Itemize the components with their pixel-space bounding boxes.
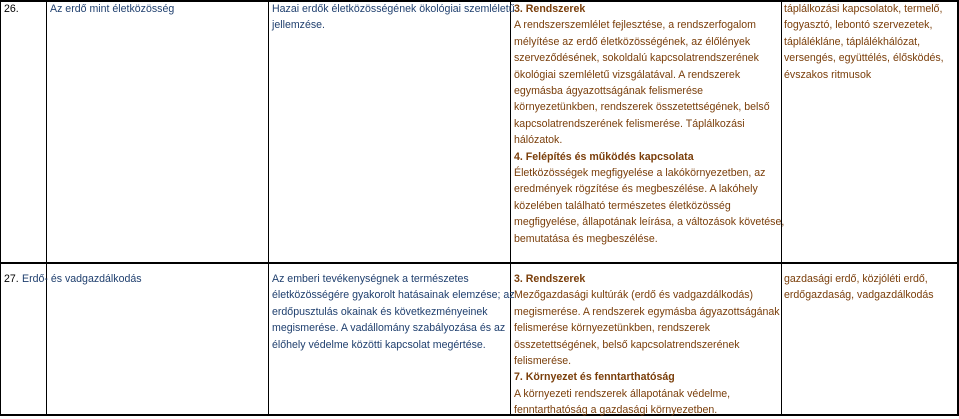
concept-line: gazdasági erdő, közjóléti erdő, <box>784 273 928 285</box>
competence-line: mélyítése az erdő életközösségének, az élőlények <box>514 35 751 48</box>
competence-line: Mezőgazdasági kultúrák (erdő és vadgazdálkodás) <box>514 289 754 302</box>
content-line: életközösségére gyakorolt hatásainak elemzése; az <box>272 289 515 302</box>
competence-heading: 3. Rendszerek <box>514 3 586 15</box>
competence-line: eredmények rögzítése és megbeszélése. A lakóhely <box>514 183 758 196</box>
competence-cell <box>514 271 780 419</box>
concepts-cell <box>784 271 934 304</box>
content-line: erdőpusztulás okainak és következményeinek <box>272 305 488 318</box>
competence-line: szerveződésének, sokoldalú kapcsolatrendszerének <box>514 52 759 65</box>
content-line: Az emberi tevékenységnek a természetes <box>272 273 469 285</box>
competence-heading: 4. Felépítés és működés kapcsolata <box>514 150 694 163</box>
competence-line: fenntarthatóság a gazdasági környezetben. <box>514 404 718 417</box>
concept-line: fogyasztó, lebontó szervezetek, <box>784 19 933 32</box>
column-divider <box>46 0 47 416</box>
competence-line: felismerése. <box>514 355 572 368</box>
content-line: jellemzése. <box>272 19 325 32</box>
concept-line: versengés, együttélés, élősködés, <box>784 52 944 65</box>
competence-line: ökológiai szemléletű vizsgálatával. A rendszerek <box>514 68 741 81</box>
concepts-cell <box>784 1 944 83</box>
competence-line: megismerése. A rendszerek egymásba ágyazottságának <box>514 305 780 318</box>
content-line: élőhely védelme közötti kapcsolat megértése. <box>272 338 486 351</box>
competence-line: összetettségének, belső kapcsolatrendszerének <box>514 338 740 351</box>
content-line: megismerése. A vadállomány szabályozása és az <box>272 322 506 335</box>
competence-line: Életközösségek megfigyelése a lakókörnyezetben, az <box>514 167 766 180</box>
concept-line: táplálékláne, táplálékhálózat, <box>784 35 921 48</box>
competence-line: bemutatása és megbeszélése. <box>514 232 658 245</box>
competence-line: felismerése környezetünkben, rendszerek <box>514 322 711 335</box>
concept-line: erdőgazdaság, vadgazdálkodás <box>784 289 934 302</box>
competence-line: megfigyelése, állapotának leírása, a változások követése, <box>514 216 785 229</box>
competence-cell <box>514 1 784 247</box>
competence-line: hálózatok. <box>514 134 563 147</box>
row-divider <box>0 262 959 264</box>
column-divider <box>0 0 1 416</box>
competence-line: közelében található természetes életközösség <box>514 199 731 212</box>
concept-line: évszakos ritmusok <box>784 68 872 81</box>
topic-cell: Az erdő mint életközösség <box>50 3 175 15</box>
competence-heading: 7. Környezet és fenntarthatóság <box>514 371 675 384</box>
concept-line: táplálkozási kapcsolatok, termelő, <box>784 3 943 15</box>
row-number: 26. <box>4 3 19 15</box>
content-cell <box>272 1 515 34</box>
competence-line: egymásba ágyazottságának felismerése <box>514 85 704 98</box>
column-divider <box>268 0 269 416</box>
row-number: 27. <box>4 273 19 285</box>
competence-line: A környezeti rendszerek állapotának védelme, <box>514 387 731 400</box>
topic-cell: Erdő- és vadgazdálkodás <box>22 273 142 285</box>
competence-line: kapcsolatrendszerének felismerése. Táplálkozási <box>514 117 745 130</box>
column-divider <box>510 0 511 416</box>
competence-heading: 3. Rendszerek <box>514 273 586 285</box>
content-line: Hazai erdők életközösségének ökológiai szemléletű <box>272 3 515 15</box>
content-cell <box>272 271 515 353</box>
competence-line: A rendszerszemlélet fejlesztése, a rendszerfogalom <box>514 19 757 32</box>
competence-line: környezetünkben, rendszerek összetettségének, belső <box>514 101 770 114</box>
